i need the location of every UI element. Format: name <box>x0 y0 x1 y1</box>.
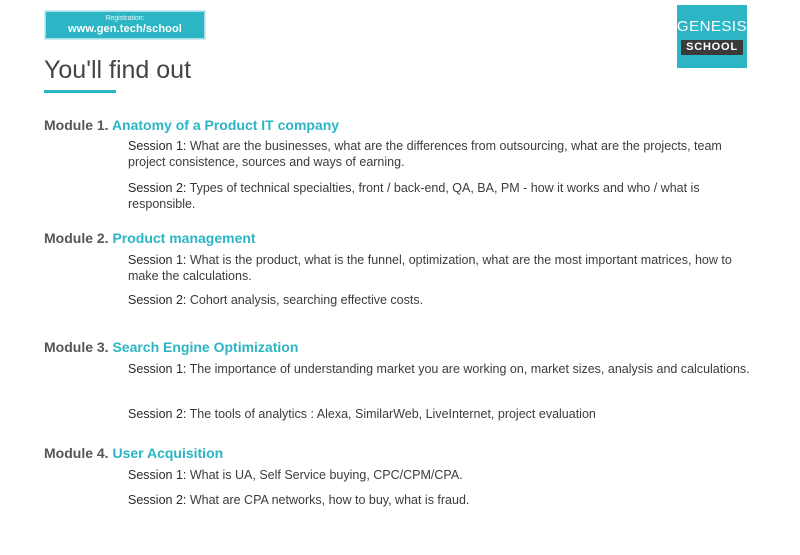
session-label: Session 1: <box>128 253 187 267</box>
module-4-session-1 <box>128 467 758 483</box>
module-1-name: Anatomy of a Product IT company <box>111 117 340 133</box>
session-label: Session 1: <box>128 139 187 153</box>
module-1-session-2 <box>128 180 758 212</box>
logo-school-text: SCHOOL <box>681 40 743 55</box>
session-text: What is UA, Self Service buying, CPC/CPM/CPA. <box>189 468 463 482</box>
session-text: Cohort analysis, searching effective costs. <box>189 293 424 307</box>
module-2-session-1 <box>128 252 758 284</box>
session-label: Session 2: <box>128 407 187 421</box>
module-3-prefix: Module 3. <box>44 339 109 355</box>
genesis-school-logo <box>677 5 747 68</box>
registration-link[interactable] <box>44 10 206 40</box>
session-text: Types of technical specialties, front / back-end, QA, BA, PM - how it works and who / what is responsible. <box>128 181 700 211</box>
title-underline <box>44 90 116 93</box>
module-4-name: User Acquisition <box>112 445 224 461</box>
registration-url: www.gen.tech/school <box>68 22 182 35</box>
module-1-prefix: Module 1. <box>44 117 109 133</box>
module-4-session-2 <box>128 492 758 508</box>
module-4-heading <box>44 444 223 462</box>
module-1-session-1 <box>128 138 758 170</box>
module-1-heading <box>44 116 339 134</box>
module-3-heading <box>44 338 298 356</box>
session-label: Session 2: <box>128 293 187 307</box>
session-text: What are the businesses, what are the differences from outsourcing, what are the projects, team project consistence, sources and ways of earning. <box>128 139 722 169</box>
page-title: You'll find out <box>44 56 192 84</box>
session-label: Session 1: <box>128 468 187 482</box>
session-text: What are CPA networks, how to buy, what is fraud. <box>189 493 470 507</box>
session-text: What is the product, what is the funnel, optimization, what are the most important matrices, how to make the calculations. <box>128 253 732 283</box>
module-4-prefix: Module 4. <box>44 445 109 461</box>
module-2-name: Product management <box>112 230 256 246</box>
module-3-session-2 <box>128 406 758 422</box>
session-label: Session 2: <box>128 181 187 195</box>
session-label: Session 1: <box>128 362 187 376</box>
module-2-session-2 <box>128 292 758 308</box>
session-label: Session 2: <box>128 493 187 507</box>
session-text: The tools of analytics : Alexa, SimilarWeb, LiveInternet, project evaluation <box>189 407 596 421</box>
logo-genesis-text: GENESIS <box>676 18 748 35</box>
module-3-session-1 <box>128 361 758 377</box>
module-3-name: Search Engine Optimization <box>112 339 299 355</box>
session-text: The importance of understanding market you are working on, market sizes, analysis and calculations. <box>189 362 750 376</box>
module-2-prefix: Module 2. <box>44 230 109 246</box>
module-2-heading <box>44 229 256 247</box>
registration-label: Registration: <box>105 14 145 22</box>
